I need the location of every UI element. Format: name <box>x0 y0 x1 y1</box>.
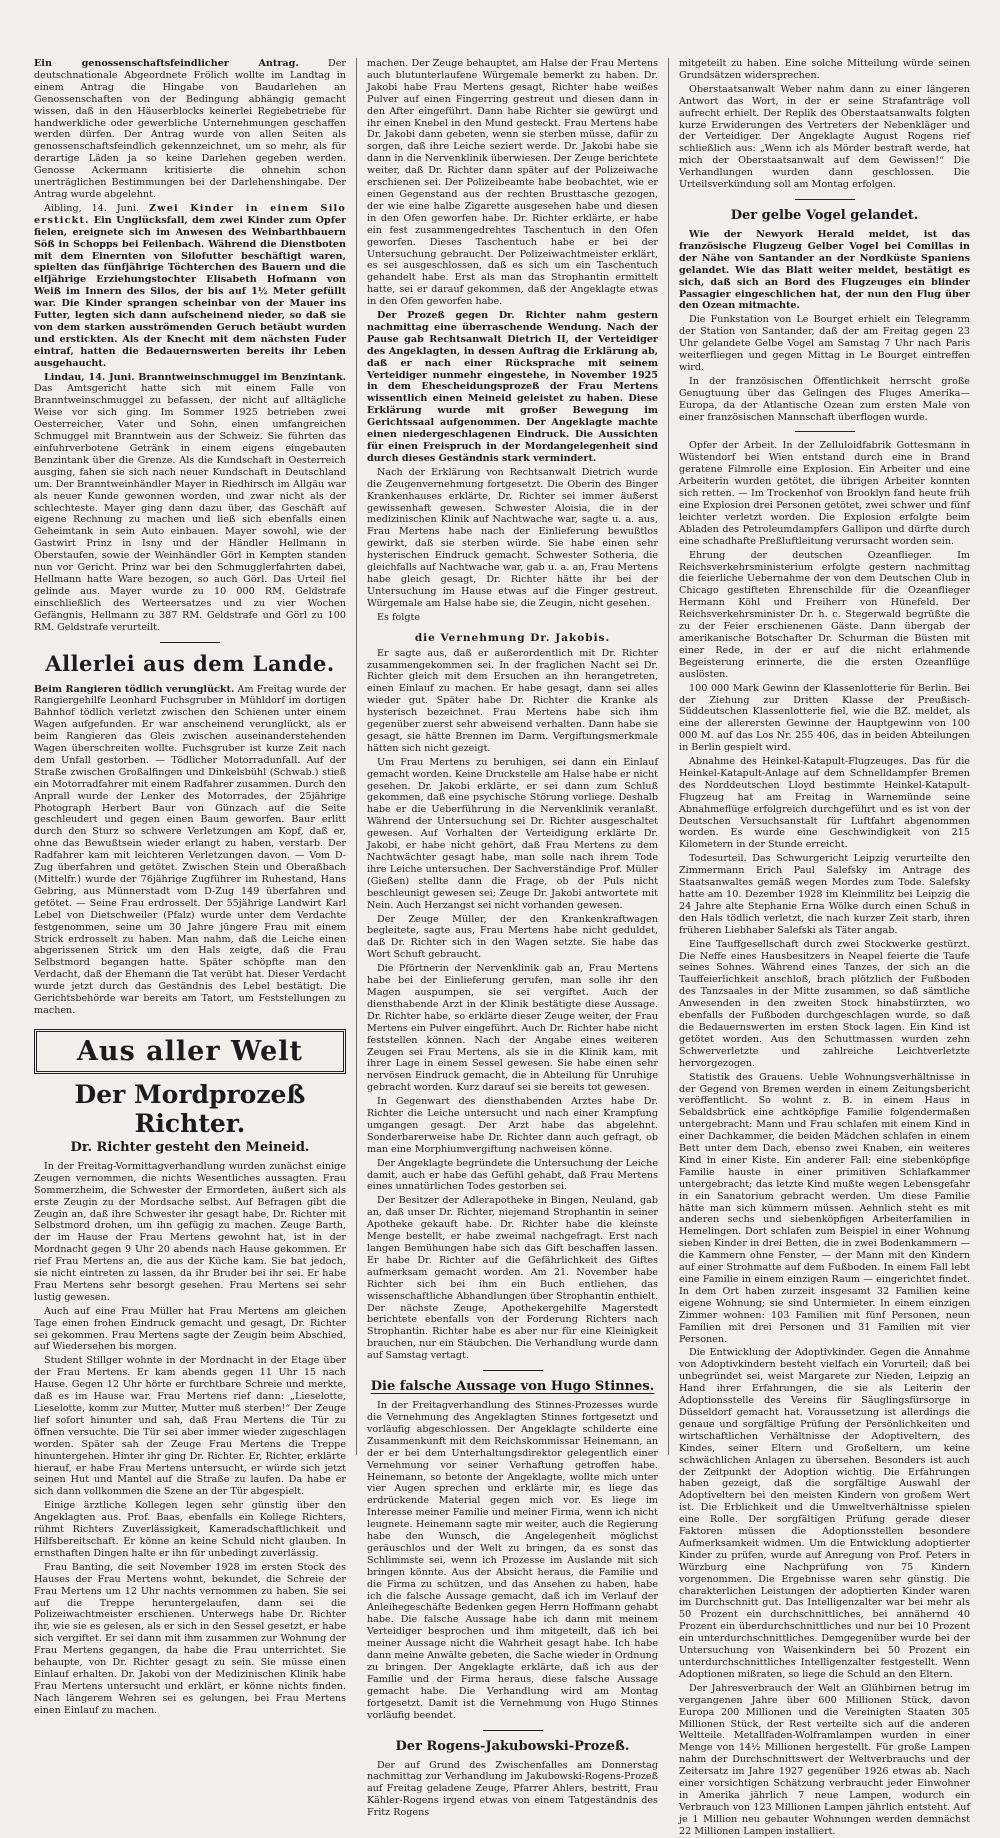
article-paragraph: Eine Tauffgesellschaft durch zwei Stockwerke gestürzt. Die Neffe eines Hausbesitzers in Neapel feierte die Taufe seines Sohnes. Während eines Tanzes, der sich an die Tauffeierlichkeit anschloß, brach plötzlich der Fußboden des Tanzsaales in der Mitte zusammen, so daß sämtliche Anwesenden in den zweiten Stock hinabstürzten, wo ebenfalls der Fußboden durchgeschlagen wurde, so daß die Bedauernswerten im ersten Stock lagen. Ein Kind ist getötet worden. Aus den Schuttmassen wurden zehn Schwerverletzte und zahlreiche Leichtverletzte hervorgezogen. <box>679 938 970 1069</box>
article-text: Am Freitag wurde der Rangiergehilfe Leonhard Fuchsgruber in Mühldorf im dortigen Bahnhof tödlich verletzt zwischen den Schienen unter einem Wagen aufgefunden. Er war anscheinend verunglückt, als er beim Rangieren das Gleis zwischen auseinanderstehenden Wagen überschreiten wollte. Fuchsgruber ist kurze Zeit nach dem Unfall gestorben. — Tödlicher Motorradunfall. Auf der Straße zwischen Großalfingen und Dinkelsbühl (Schwab.) stieß ein Motorradfahrer mit einem Radfahrer zusammen. Durch den Anprall wurde der Lenker des Motorrades, der 25jährige Photograph Herbert Baur von Günzach auf die Seite geschleudert und gegen einen Baum geworfen. Baur erlitt durch den Sturz so schwere Verletzungen am Kopf, daß er, ohne das Bewußtsein wieder erlangt zu haben, verstarb. Der Radfahrer kam mit leichteren Verletzungen davon. — Vom D-Zug überfahren und getötet. Zwischen Stein und Oberaßbach (Mittelfr.) wurde der 76jährige Zugführer im Ruhestand, Hans Gebring, aus Münnerstadt vom D-Zug 149 überfahren und getötet. — Seine Frau erdrosselt. Der 55jährige Landwirt Karl Lebel von Dietschweiler (Pfalz) wurde unter dem Verdachte festgenommen, seine um 30 Jahre jüngere Frau mit einem Strick erdrosselt zu haben. Man nahm, daß die Leiche einen abgerissenen Strick um den Hals zeigte, daß die Frau Selbstmord begangen hatte. Später schöpfte man den Verdacht, daß der Ehemann die Tat verübt hat. Dieser Verdacht wurde jetzt durch das Geständnis des Lebel bestätigt. Die Gerichtsbehörde war bereits am Tatort, um Feststellungen zu machen. <box>34 683 346 1016</box>
article-paragraph: Die Funkstation von Le Bourget erhielt ein Telegramm der Station von Santander, daß der am Freitag gegen 23 Uhr gelandete Gelbe Vogel am Samstag 7 Uhr nach Paris weiterfliegen und gegen Mittag in Le Bourget eintreffen wird. <box>679 314 970 373</box>
article-paragraph: Frau Banting, die seit November 1928 im ersten Stock des Hauses der Frau Mertens wohnt, bekundet, die Schreie der Frau Mertens um 12 Uhr nachts vernommen zu haben. Sie sei auf die Treppe heruntergelaufen, dann sei die Polizeiwachtmeister erschienen. Unterwegs habe Dr. Richter ihr, wie sie es gelesen, als er sich in den Sessel gesetzt, er habe sich vergiftet. Er sei dann mit ihm zusammen zur Wohnung der Frau Mertens gegangen, da habe die Frau unterrichtet. Sie behaupte, von Dr. Richter gesagt zu sein. Sie müsse einen Einlauf erhalten. Dr. Jakobi von der Medizinischen Klinik habe Frau Mertens untersucht und erklärt, er könne nichts finden. Nach längerem Wehren sei es gelungen, bei Frau Mertens einen Einlauf zu machen. <box>34 1561 346 1716</box>
article-paragraph: In der französischen Öffentlichkeit herrscht große Genugtuung über das Gelingen des Fluges Amerika—Europa, da der Atlantische Ozean zum ersten Male von einer französischen Mannschaft überflogen wurde. <box>679 375 970 423</box>
article-headline: Der Rogens-Jakubowski-Prozeß. <box>395 1738 630 1754</box>
article-paragraph: Opfer der Arbeit. In der Zelluloidfabrik Gottesmann in Wüstendorf bei Wien entstand durch eine in Brand geratene Filmrolle eine Explosion. Ein Arbeiter und eine Arbeiterin wurden getötet, die übrigen Arbeiter konnten sich retten. — Im Trockenhof von Brooklyn fand heute früh eine Explosion drei Personen getötet, zwei schwer und fünf leichter verletzt worden. Die Explosion erfolgte beim Abladen des Petroleumdampfers Gallipon und dürfte durch eine schadhafte Preßluftleitung verursacht worden sein. <box>679 440 970 547</box>
article-paragraph: In der Freitagverhandlung des Stinnes-Prozesses wurde die Vernehmung des Angeklagten Stinnes fortgesetzt und vorläufig abgeschlossen. Der Angeklagte schilderte eine Zusammenkunft mit dem Reichskommissar Heinemann, an der er bei dem Unterhaltungsdirektor gelegentlich einer Vernehmung vor seiner Verhaftung getroffen habe. Heinemann, so betonte der Angeklagte, wollte mich unter vier Augen sprechen und erklärte mir, es liege das erdrückende Material gegen mich vor. Es liege im Interesse meiner Familie und meiner Firma, wenn ich nicht leugnete. Heinemann sagte mir weiter, auch die Regierung habe den Wunsch, die Angelegenheit möglichst geräuschlos und der Welt zu bringen, da es sonst das Schlimmste sei, wenn ich Prozesse im Auslande mit sich bringen könnte. Aus der Absicht heraus, die Familie und die Firma zu schützen, und das Ansehen zu haben, habe ich die falsche Aussage gemacht, daß ich im Verlauf der Anleihegeschäfte Bedenken gegen Herrn Hoffmann gehabt habe. Die falsche Aussage habe ich dann mit meinem Verteidiger besprochen und ihm mitgeteilt, daß ich bei meiner Aussage nicht die Wahrheit gesagt habe. Ich habe dann meine Anwälte gebeten, die Sache wieder in Ordnung zu bringen. Der Angeklagte erklärte, daß ich aus der Familie und der Firma heraus, diese falsche Aussage gemacht habe. Die Verhandlung wird am Montag fortgesetzt. Damit ist die Vernehmung von Hugo Stinnes vorläufig beendet. <box>367 1400 658 1721</box>
article-paragraph: Die Pförtnerin der Nervenklinik gab an, Frau Mertens habe bei der Einlieferung gerufen, man solle ihr den Magen auspumpen, sie sei vergiftet. Auch der diensthabende Arzt in der Klinik bestätigte diese Aussage. Dr. Richter habe, so erklärte dieser Zeuge weiter, der Frau Mertens ein Pulver eingeführt. Auch Dr. Richter habe nicht feststellen können. Nach der Angabe eines weiteren Zeugen sei Frau Mertens, als sie in die Klinik kam, mit ihrer Lage in einem Sessel gewesen. Sie habe einen sehr nervösen Eindruck gemacht, die in Abteilung für Unruhige gebracht worden. Kurz darauf sei sie bereits tot gewesen. <box>367 963 658 1094</box>
article-paragraph: Abnahme des Heinkel-Katapult-Flugzeuges. Das für die Heinkel-Katapult-Anlage auf dem Schnelldampfer Bremen des Norddeutschen Lloyd bestimmte Heinkel-Katapult-Flugzeug hat am Freitag in Warnemünde seine Abnahmeflüge erfolgreich durchgeführt und es ist von der Deutschen Versuchsanstalt für Luftfahrt abgenommen worden. Es wurde eine Geschwindigkeit von 215 Kilometern in der Stunde erreicht. <box>679 756 970 851</box>
article-paragraph: mitgeteilt zu haben. Eine solche Mitteilung würde seinen Grundsätzen widersprechen. <box>679 58 970 81</box>
article-paragraph: In der Freitag-Vormittagverhandlung wurden zunächst einige Zeugen vernommen, die nichts Wesentliches aussagten. Frau Sommerzheim, die Schwester der Ermordeten, äußert sich als erste Zeugin zu der Mordsache selbst. Auf Befragen gibt die Zeugin an, daß ihre Schwester ihr gesagt habe, Dr. Richter mit Selbstmord drohen, um ihn gefügig zu machen. Zeuge Barth, der im Hause der Frau Mertens gewohnt hat, ist in der Mordnacht gegen 9 Uhr 20 abends nach Hause gekommen. Er rief Frau Mertens an, die aus der Küche kam. Sie bat jedoch, sie nicht eintreten zu lassen, da ihr Bruder bei ihr sei. Er habe Frau Mertens sehr besorgt gesehen. Frau Mertens sei sehr lustig gewesen. <box>34 1160 346 1303</box>
article-paragraph: Nach der Erklärung von Rechtsanwalt Dietrich wurde die Zeugenvernehmung fortgesetzt. Die Oberin des Binger Krankenhauses erklärte, Dr. Richter sei immer äußerst gewissenhaft gewesen. Schwester Aloisia, die in der medizinischen Klinik auf Nachtwache war, sagte u. a. aus, Frau Mertens habe nach der Einlieferung bewußtlos gewirkt, daß sie sterben würde. Sie habe einen sehr hysterischen Eindruck gemacht. Schwester Sotheria, die gleichfalls auf Nachtwache war, gab u. a. an, Frau Mertens habe gleich gesagt, Dr. Richter hätte ihr bei der Untersuchung im Hause etwas auf die Finger gestreut. Würgemale am Halse habe sie, die Zeugin, nicht gesehen. <box>367 466 658 609</box>
article-paragraph: Der Jahresverbrauch der Welt an Glühbirnen betrug im vergangenen Jahre über 600 Millionen Stück, davon Europa 200 Millionen und die Vereinigten Staaten 305 Millionen Stück, der Rest verteilte sich auf die anderen Weltteile. Metallfaden-Wolframlampen wurden in einer Menge von 14½ Millionen hergestellt. Für große Lampen nahm der Durchschnittswert der Weltverbrauchs und der Zeitersatz im Jahre 1927 gegenüber 1926 etwas ab. Nach einer vorsichtigen Schätzung verbraucht jeder Einwohner in Amerika jährlich 7 neue Lampen, wodurch ein Verbrauch von 123 Millionen Lampen jährlich entsteht. Auf je 1 Million neu gebauter Wohnungen werden demnächst 22 Millionen Lampen installiert. <box>679 1682 970 1837</box>
article-paragraph: 100 000 Mark Gewinn der Klassenlotterie für Berlin. Bei der Ziehung zur Dritten Klasse der Preußisch-Süddeutschen Klassenlotterie fiel, wie die BZ. meldet, als eine der allerersten Gewinne der Hauptgewinn von 100 000 M. auf das Los Nr. 255 406, das in beiden Abteilungen in Berlin gespielt wird. <box>679 682 970 754</box>
divider <box>483 1370 543 1371</box>
divider <box>160 642 220 643</box>
article-paragraph: Auch auf eine Frau Müller hat Frau Mertens am gleichen Tage einen frohen Eindruck gemacht und gesagt, Dr. Richter sei gekommen. Frau Mertens sagte der Zeugin beim Abschied, auf Wiedersehen bis morgen. <box>34 1305 346 1353</box>
article-paragraph: Wie der Newyork Herald meldet, ist das französische Flugzeug Gelber Vogel bei Comillas in der Nähe von Santander an der Nordküste Spaniens gelandet. Wie das Blatt weiter meldet, bestätigt es sich, daß sich an Bord des Flugzeuges ein blinder Passagier eingeschlichen hat, der nun den Flug über den Ozean mitmachte. <box>679 228 970 312</box>
article-paragraph: Er sagte aus, daß er außerordentlich mit Dr. Richter zusammengekommen sei. In der fraglichen Nacht sei Dr. Richter gleich mit dem Ersuchen an ihn herangetreten, einen Einlauf zu machen. Er habe gesagt, dann sei alles wieder gut. Später habe Dr. Richter die Kranke als hysterisch bezeichnet. Frau Mertens habe sich ihm gegenüber zuerst sehr abweisend verhalten. Dann habe sie gesagt, sie hätte Brennen im Darm. Vergiftungsmerkmale hätten sich nicht gezeigt. <box>367 647 658 754</box>
article-paragraph: Der auf Grund des Zwischenfalles am Donnerstag nachmittag zur Verhandlung im Jakubowski-Rogens-Prozeß auf Freitag geladene Zeuge, Pfarrer Ahlers, bestritt, Frau Kähler-Rogens irgend etwas von einem Tatgeständnis des Fritz Rogens <box>367 1759 658 1819</box>
article-lead: Beim Rangieren tödlich verunglückt. <box>34 683 235 695</box>
divider <box>795 431 855 432</box>
sub-headline: Dr. Richter gesteht den Meineid. <box>70 1139 310 1155</box>
article-lead: Ein genossenschaftsfeindlicher Antrag. <box>34 58 299 69</box>
divider <box>483 1730 543 1731</box>
section-title: Allerlei aus dem Lande. <box>45 650 335 676</box>
article-paragraph <box>34 372 346 634</box>
article-headline: Der gelbe Vogel gelandet. <box>730 207 919 223</box>
dateline: Aibling, 14. Juni. <box>44 202 140 214</box>
inline-subheading: die Vernehmung Dr. Jakobis. <box>414 631 611 644</box>
divider <box>795 199 855 200</box>
article-paragraph: Oberstaatsanwalt Weber nahm dann zu einer längeren Antwort das Wort, in der er seine Strafanträge voll aufrecht erhielt. Der Replik des Oberstaatsanwalts folgten kurze Erwiderungen des Vertreters der Nebenkläger und der Verteidiger. Der Angeklagte August Rogens rief schließlich aus: „Wenn ich als Mörder bestraft werde, hat mich der Oberstaatsanwalt auf dem Gewissen!“ Die Verhandlungen wurden dann geschlossen. Die Urteilsverkündung soll am Montag erfolgen. <box>679 83 970 191</box>
article-paragraph: machen. Der Zeuge behauptet, am Halse der Frau Mertens auch blutunterlaufene Würgemale bemerkt zu haben. Dr. Jakobi habe Frau Mertens gesagt, Richter habe weißes Pulver auf einen Fingerring gestreut und diesen dann in den After eingeführt. Dann habe Richter sie gewürgt und ihr einen Knebel in den Mund gesteckt. Frau Mertens habe Dr. Jakobi dann gebeten, wenn sie sterben müsse, dafür zu sorgen, daß ihre Leiche seziert werde. Dr. Jakobi habe sie dann in die Nervenklinik überwiesen. Der Zeuge berichtete weiter, daß Dr. Richter dann später auf der Polizeiwache erschienen sei. Der Polizeibeamte habe beobachtet, wie er einen Gegenstand aus der rechten Brusttasche gezogen, der wie eine halbe Zigarette ausgesehen habe und diesen in den Ofen geworfen habe. Dr. Richter erklärte, er habe ein fest zusammengedrehtes Taschentuch in den Ofen geworfen. Dieses Taschentuch habe er bei der Untersuchung gebraucht. Der Polizeiwachtmeister erklärt, es sei ausgeschlossen, daß es sich um ein Taschentuch gehandelt habe. Erst als man das Strophantin ermittelt hatte, sei er darauf gekommen, daß der Angeklagte etwas in den Ofen geworfen habe. <box>367 58 658 308</box>
column-container <box>34 58 970 1837</box>
article-headline: Branntweinschmuggel im Benzintank. <box>138 371 346 383</box>
article-paragraph: Der Zeuge Müller, der den Krankenkraftwagen begleitete, sagte aus, Frau Mertens habe nicht geduldet, daß Dr. Richter sich in den Wagen setzte. Sie habe das Wort Schuft gebraucht. <box>367 913 658 961</box>
article-paragraph: Ehrung der deutschen Ozeanflieger. Im Reichsverkehrsministerium erfolgte gestern nachmittag die feierliche Uebernahme der von dem Deutschen Club in Chicago gestifteten Ehrenschilde für die Ozeanflieger Hermann Köhl und Freiherr von Hünefeld. Der Reichsverkehrsminister Dr. h. c. Stegerwald begrüßte die zu der Feier erschienenen Gäste. Dann übergab der amerikanische Botschafter Dr. Schurman die Büsten mit einer Rede, in der er auf die nicht erlahmende Begeisterung erinnerte, die die ersten Ozeanflüge auslösten. <box>679 549 970 680</box>
article-paragraph: Der Besitzer der Adlerapotheke in Bingen, Neuland, gab an, daß unser Dr. Richter, niejemand Strophantin in seiner Apotheke gekauft habe. Dr. Richter habe die kleinste Menge bestellt, er habe zweimal nachgefragt. Erst nach langen Bemühungen habe sich das Gift beschaffen lassen. Er habe Dr. Richter auf die Gefährlichkeit des Giftes aufmerksam gemacht worden. Am 21. November habe Richter sich bei ihm ein Buch entliehen, das wissenschaftliche Abhandlungen über Strophantin enthielt. Der nächste Zeuge, Apothekergehilfe Magerstedt berichtete ebenfalls von der Forderung Richters nach Strophantin. Richter habe es aber nur für eine Kleinigkeit brauchen, nur ein Stäubchen. Die Verhandlung wurde dann auf Samstag vertagt. <box>367 1195 658 1362</box>
article-headline: Zwei Kinder in einem Silo erstickt. <box>34 202 346 226</box>
dateline: Lindau, 14. Juni. <box>44 371 135 383</box>
article-paragraph: Todesurteil. Das Schwurgericht Leipzig verurteilte den Zimmermann Erich Paul Salefsky im Antrage des Staatsanwaltes gemäß wegen Mordes zum Tode. Salefsky hatte am 10. Dezember 1928 im Kleinmilitz bei Leipzig die 24 Jahre alte Stephanie Erna Wölke durch einen Schuß in den Hals tödlich verletzt, die nach kurzer Zeit starb, ihren früheren Liebhaber Salefski als Täter angab. <box>679 853 970 936</box>
main-headline: Der Mordprozeß Richter. <box>74 1079 306 1138</box>
article-paragraph <box>34 684 346 1017</box>
column-2 <box>356 58 668 1819</box>
section-banner <box>34 1029 346 1074</box>
article-text: Ein Unglücksfall, dem zwei Kinder zum Opfer fielen, ereignete sich im Anwesen des Weinbarthbauern Söß in Schopps bei Feilenbach. Während die Dienstboten mit dem Einernten von Silofutter beschäftigt waren, spielten das fünfjährige Töchterchen des Bauern und die elfjährige Erziehungstochter Elisabeth Hofmann von Weiß im Innern des Silos, der bis auf 1½ Meter gefüllt war. Die Kinder sprangen scheinbar von der Mauer ins Futter, legten sich dann aufscheinend nieder, so daß sie von dem starken ausströmenden Geruch betäubt wurden und erstickten. Als der Knecht mit dem nächsten Fuder eintraf, hatten die Bedauernswerten bereits ihr Leben ausgehaucht. <box>34 214 346 369</box>
article-paragraph <box>34 58 346 201</box>
article-paragraph: Der Prozeß gegen Dr. Richter nahm gestern nachmittag eine überraschende Wendung. Nach der Pause gab Rechtsanwalt Dietrich II, der Verteidiger des Angeklagten, in dessen Auftrag die Erklärung ab, daß er nach einer Rücksprache mit seinem Verteidiger nunmehr eingestehe, in November 1925 in dem Ehescheidungsprozeß der Frau Mertens wissentlich einen Meineid geleistet zu haben. Diese Erklärung wurde mit großer Bewegung im Gerichtssaal aufgenommen. Der Angeklagte machte einen niedergeschlagenen Eindruck. Die Aussichten für einen Freispruch in der Mordangelegenheit sind durch dieses Geständnis stark vermindert. <box>367 310 658 464</box>
article-paragraph <box>34 203 346 370</box>
column-3 <box>668 58 970 1837</box>
article-paragraph: Der Angeklagte begründete die Untersuchung der Leiche damit, auch er habe das Gefühl gehabt, daß Frau Mertens eines unnatürlichen Todes gestorben sei. <box>367 1157 658 1193</box>
column-1 <box>34 58 356 1716</box>
article-text: Der deutschnationale Abgeordnete Frölich wollte im Landtag in einem Antrag die Hingabe von Baudarlehen an Genossenschaften von der Bedingung abhängig gemacht wissen, daß in den Häuserblocks keinerlei Regiebetriebe für handwerkliche oder gewerbliche Unternehmungen geschaffen werden dürfen. Der Antrag wurde von allen Seiten als genossenschaftsfeindlich gekennzeichnet, um so mehr, als für derartige Läden ja so keine Darlehen gegeben werden. Genosse Ackermann kritisierte die ohnehin schon unerträglichen Bestimmungen bei der Darlehenshingabe. Der Antrag wurde abgelehnt. <box>34 58 346 200</box>
article-paragraph: Die Entwicklung der Adoptivkinder. Gegen die Annahme von Adoptivkindern besteht vielfach ein Vorurteil; daß bei unbegründet sei, weist Margarete zur Nieden, Leipzig an Hand ihrer Erfahrungen, die sie als Leiterin der Adoptionsstelle des Vereins für Säuglingsfürsorge in Düsseldorf gemacht hat. Voraussetzung ist allerdings die genaue und sorgfältige Prüfung der Persönlichkeiten und wirtschaftlichen Verhältnisse der Adoptiveltern, des Kindes, seiner Eltern und Großeltern, um keine schwächlichen Anlagen zu übersehen. Besonders ist auch der Zeitpunkt der Adoption wichtig. Die Erfahrungen haben gezeigt, daß die sorgfältige Auswahl der Adoptiveltern bei den meisten Kindern von großem Wert ist. Die Erblichkeit und die Umweltverhältnisse spielen eine Rolle. Der sorgfältigen Prüfung gerade dieser Faktoren müssen die Adoptionsstellen besondere Aufmerksamkeit widmen. Um die Entwicklung adoptierter Kinder zu prüfen, wurde auf Anregung von Prof. Peters in Würzburg eine Nachprüfung von 75 Kindern vorgenommen. Die Ergebnisse waren sehr günstig. Die charakterlichen Leistungen der adoptierten Kinder waren im Durchschnitt gut. Das Intelligenzalter war bei mehr als 50 Prozent ein durchschnittliches, bei annähernd 40 Prozent ein überdurchschnittliches und nur bei 10 Prozent ein unterdurchschnittliches. Demgegenüber wurde bei der Untersuchung von Waisenkindern bei 50 Prozent ein unterdurchschnittliches Intelligenzalter festgestellt. Wenn Adoptionen mißraten, so liege die Schuld an den Eltern. <box>679 1347 970 1680</box>
article-paragraph: Student Stillger wohnte in der Mordnacht in der Etage über der Frau Mertens. Er kam abends gegen 11 Uhr 15 nach Hause. Gegen 12 Uhr hörte er furchtbare Schreie und merkte, daß es im Hause war. Frau Mertens rief dann: „Lieselotte, Lieselotte, komm zur Mutter, Mutter muß sterben!“ Der Zeuge lief sofort hinunter und sah, daß Frau Mertens die Tür zu öffnen versuchte. Die Tür sei aber immer wieder zugeschlagen worden. Später sah der Zeuge Frau Mertens die Treppe hinuntergehen. Hinter ihr ging Dr. Richter. Er, Richter, erklärte hierauf, er habe Frau Mertens untersucht, er würde sich jetzt seinen Hut und Mantel auf die Straße zu laufen. Da habe er sich dann vollkommen die Szene an der Tür abgespielt. <box>34 1355 346 1498</box>
article-headline: Die falsche Aussage von Hugo Stinnes. <box>370 1379 655 1395</box>
article-paragraph: Um Frau Mertens zu beruhigen, sei dann ein Einlauf gemacht worden. Keine Druckstelle am Halse habe er nicht gesehen. Dr. Jakobi erklärte, er sei dann zum Schluß gekommen, daß eine psychische Störung vorliege. Deshalb habe er die Ueberführung in die Nervenklinik veranlaßt. Während der Untersuchung sei Dr. Richter ausgeschaltet gewesen. Auf Vorhalten der Verteidigung erklärte Dr. Jakobi, er habe nicht gehört, daß Frau Mertens zu dem Nachtwächter gesagt habe, man solle nach ihrem Tode ihre Leiche untersuchen. Der Sachverständige Prof. Müller (Gießen) stellte dann die Frage, ob der Puls nicht beschleunigt gewesen sei; Zeuge Dr. Jakobi antwortete mit Nein. Auch Herzangst sei nicht vorhanden gewesen. <box>367 756 658 911</box>
article-paragraph: Statistik des Grauens. Ueble Wohnungsverhältnisse in der Gegend von Bremen werden in einem Zeitungsbericht veröffentlicht. So wohnt z. B. in einem Haus in Sebaldsbrück eine achtköpfige Familie folgendermaßen untergebracht: Mann und Frau schlafen mit einem Kind in einer Dachkammer, die beiden Mädchen schlafen in einem Bett unter dem Dach, ebenso zwei Knaben, ein weiteres Kind in einer Kiste. Ein anderer Fall: eine siebenköpfige Familie hauste in einer primitiven Schlafkammer untergebracht; das letzte Kind mußte wegen Lebensgefahr in ein Sanatorium gebracht werden. Um diese Familie hätte man sich kümmern müssen. Aehnlich steht es mit anderen sechs und siebenköpfigen Arbeiterfamilien in Hemelingen. Dort schlafen zum Beispiel in einer Wohnung sieben Kinder in drei Betten, die in zwei Bodenkammern — die Kammern ohne Fenster, — der Mann mit den Kindern auf einer Strohmatte auf dem Fußboden. In einem Fall lebt eine Familie in einem einzigen Raum — eingerichtet findet. In dem Ort haben zurzeit insgesamt 32 Familien keine eigene Wohnung; sie sind Untermieter. In einem einzigen Zimmer wohnen: 103 Familien mit fünf Personen, neun Familien mit drei Personen und 31 Familien mit vier Personen. <box>679 1071 970 1345</box>
article-paragraph: Es folgte <box>377 611 421 623</box>
article-text: Das Amtsgericht hatte sich mit einem Falle von Branntweinschmuggel zu befassen, der nicht auf alltägliche Weise vor sich ging. Im Sommer 1925 betrieben zwei Oesterreicher, Vater und Sohn, einen umfangreichen Schmuggel mit Branntwein aus der Schweiz. Sie führten das einfuhrverbotene Getränk in einem eigens eingebauten Benzintank über die Grenze. Als die Kundschaft in Oesterreich ausging, fahen sie sich nach neuer Kundschaft in Deutschland um. Der Branntweinhändler Mayer in Riedhirsch im Allgäu war als neuer Kunde gewonnen worden, und zwar nicht als der schlechteste. Mayer ging dann dazu über, das Geschäft auf eigene Rechnung zu machen und ließ sich ebenfalls einen Geheimtank in sein Auto einbauen. Mayer sowohl, wie der Gastwirt Prinz in Isny und der Händler Hellmann in Oberstaufen, sowie der Weinhändler Görl in Kempten standen nun vor Gericht. Prinz war bei den Schmugglerfahrten dabei, Hellmann hatte Ware bezogen, so auch Görl. Das Urteil fiel gelinde aus. Mayer wurde zu 10 000 RM. Geldstrafe einschließlich des Werteersatzes und zu vier Wochen Gefängnis, Hellmann zu 387 RM. Geldstrafe und Görl zu 100 RM. Geldstrafe verurteilt. <box>34 383 346 633</box>
article-paragraph: Einige ärztliche Kollegen legen sehr günstig über den Angeklagten aus. Prof. Baas, ebenfalls ein Kollege Richters, rühmt Richters Zuverlässigkeit, Kameradschaftlichkeit und Hilfsbereitschaft. Er könne an keine Schuld nicht glauben. In ernsthaften Dingen halte er ihn für unbedingt zuverlässig. <box>34 1500 346 1559</box>
article-paragraph: In Gegenwart des diensthabenden Arztes habe Dr. Richter die Leiche untersucht und nach einer Krampfung umgangen gesagt. Der Arzt habe das abgelehnt. Sonderbarerweise habe Dr. Richter dann auch gefragt, ob man eine Morphiumvergiftung nachweisen könne. <box>367 1096 658 1155</box>
section-banner-title: Aus aller Welt <box>76 1035 304 1067</box>
